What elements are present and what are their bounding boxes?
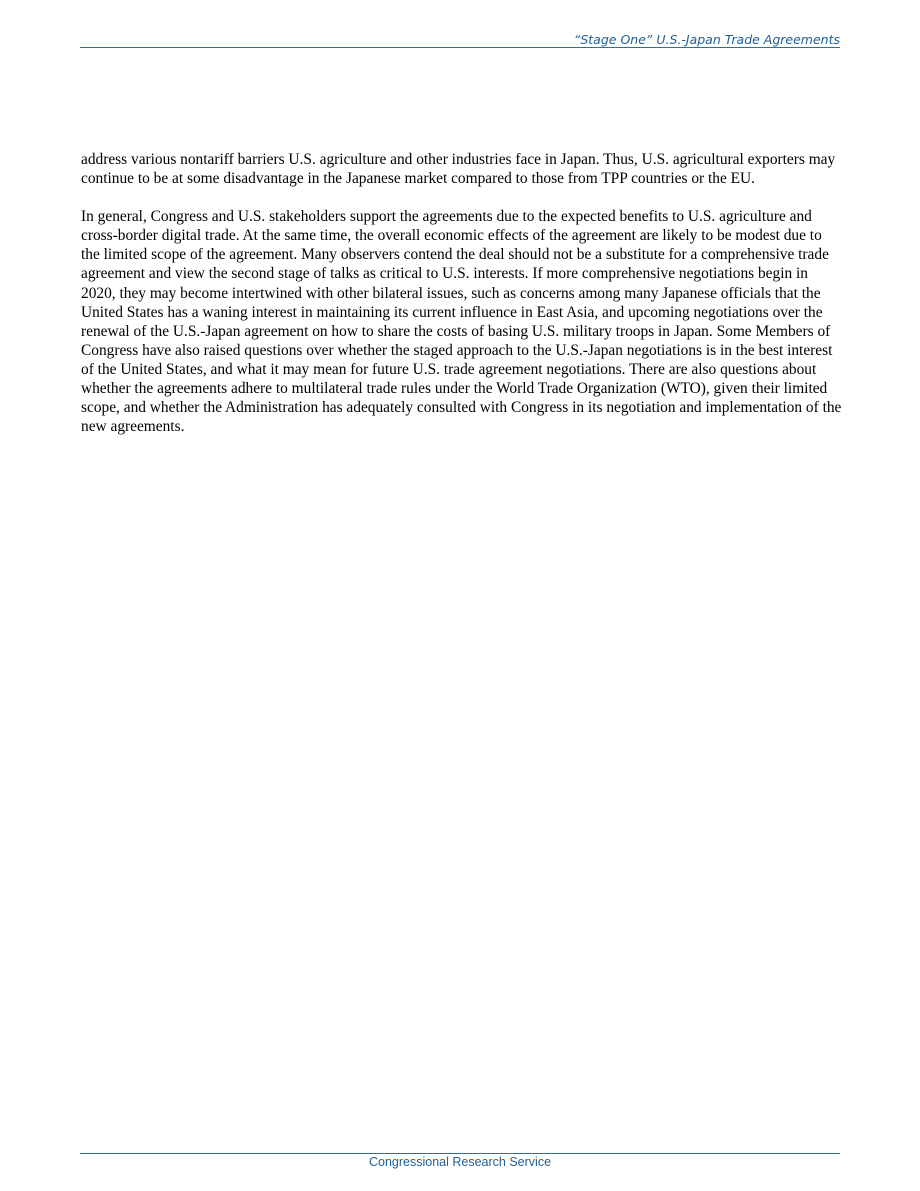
header-divider [80,47,840,48]
footer-divider [80,1153,840,1154]
body-text [81,150,843,455]
body-paragraph-2: In general, Congress and U.S. stakeholders support the agreements due to the expected benefits to U.S. agriculture and cross-border digital trade. At the same time, the overall economic effects of the agreement are likely to be modest due to the limited scope of the agreement. Many observers contend the deal should not be a substitute for a comprehensive trade agreement and view the second stage of talks as critical to U.S. interests. If more comprehensive negotiations begin in 2020, they may become intertwined with other bilateral issues, such as concerns among many Japanese officials that the United States has a waning interest in maintaining its current influence in East Asia, and upcoming negotiations over the renewal of the U.S.-Japan agreement on how to share the costs of basing U.S. military troops in Japan. Some Members of Congress have also raised questions over whether the staged approach to the U.S.-Japan negotiations is in the best interest of the United States, and what it may mean for future U.S. trade agreement negotiations. There are also questions about whether the agreements adhere to multilateral trade rules under the World Trade Organization (WTO), given their limited scope, and whether the Administration has adequately consulted with Congress in its negotiation and implementation of the new agreements. [81,208,842,436]
running-header-title: “Stage One” U.S.-Japan Trade Agreements [573,32,840,47]
body-paragraph-1: address various nontariff barriers U.S. agriculture and other industries face in Japan. Thus, U.S. agricultural exporters may continue to be at some disadvantage in the Japanese market compared to those from TPP countries or the EU. [81,151,836,188]
footer-publisher: Congressional Research Service [368,1155,552,1169]
